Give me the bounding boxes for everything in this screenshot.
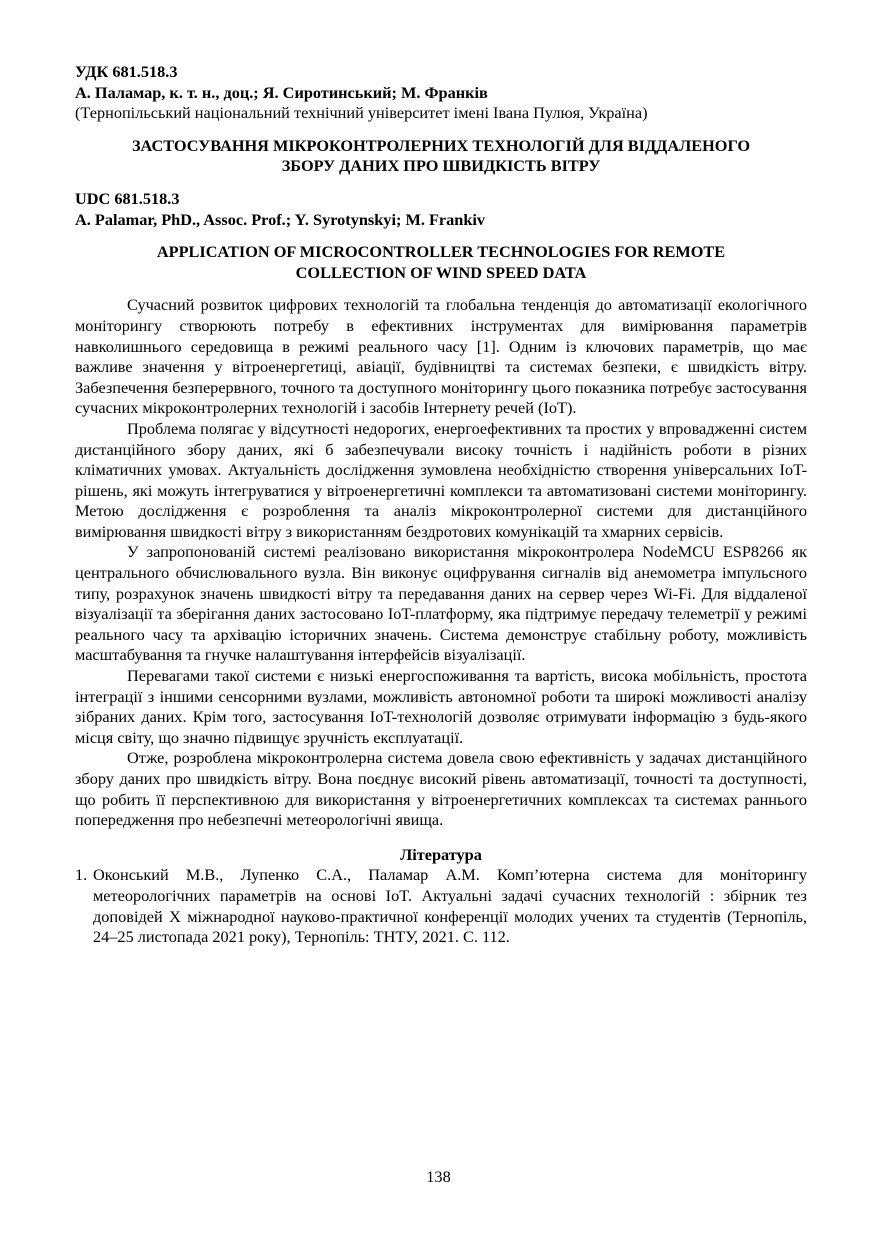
page-number: 138	[426, 1167, 451, 1186]
en-title	[75, 242, 807, 283]
reference-number: 1.	[75, 865, 88, 885]
reference-text: Оконський М.В., Лупенко С.А., Паламар А.М. Комп’ютерна система для моніторингу метеорологічних параметрів на основі IoT. Актуальні задачі сучасних технологій : збірник тез доповідей X міжнародної науково-практичної конференції молодих учених та студентів (Тернопіль, 24–25 листопада 2021 року), Тернопіль: ТНТУ, 2021. С. 112.	[93, 865, 807, 947]
document-page	[75, 62, 807, 948]
ua-udc: УДК 681.518.3	[75, 62, 178, 81]
reference-item	[75, 865, 807, 947]
abstract-body	[75, 295, 807, 830]
ua-title-line-2: ЗБОРУ ДАНИХ ПРО ШВИДКІСТЬ ВІТРУ	[281, 156, 601, 176]
ua-authors: А. Паламар, к. т. н., доц.; Я. Сиротинський; М. Франків	[75, 82, 488, 102]
en-udc: UDC 681.518.3	[75, 188, 180, 208]
en-authors: A. Palamar, PhD., Assoc. Prof.; Y. Syrotynskyi; M. Frankiv	[75, 209, 486, 229]
paragraph-2: Проблема полягає у відсутності недорогих, енергоефективних та простих у впровадженні систем дистанційного збору даних, які б забезпечували високу точність і надійність роботи в різних кліматичних умовах. Актуальність дослідження зумовлена необхідністю створення універсальних IoT-рішень, які можуть інтегруватися у вітроенергетичні комплекси та автоматизовані системи моніторингу. Метою дослідження є розроблення та аналіз мікроконтролерної системи для дистанційного вимірювання швидкості вітру з використанням бездротових комунікацій та хмарних сервісів.	[75, 418, 807, 541]
paragraph-3: У запропонованій системі реалізовано використання мікроконтролера NodeMCU ESP8266 як центрального обчислювального вузла. Він виконує оцифрування сигналів від анемометра імпульсного типу, розрахунок значень швидкості вітру та передавання даних на сервер через Wi-Fi. Для віддаленої візуалізації та зберігання даних застосовано IoT-платформу, яка підтримує передачу телеметрії у режимі реального часу та архівацію історичних значень. Система демонструє стабільну роботу, можливість масштабування та гнучке налаштування інтерфейсів візуалізації.	[75, 542, 807, 665]
en-title-line-2: COLLECTION OF WIND SPEED DATA	[295, 262, 587, 282]
en-title-line-1: APPLICATION OF MICROCONTROLLER TECHNOLOGIES FOR REMOTE	[156, 242, 726, 262]
ua-title-line-1: ЗАСТОСУВАННЯ МІКРОКОНТРОЛЕРНИХ ТЕХНОЛОГІЙ ДЛЯ ВІДДАЛЕНОГО	[131, 135, 751, 155]
ua-title	[75, 136, 807, 177]
paragraph-4: Перевагами такої системи є низькі енергоспоживання та вартість, висока мобільність, простота інтеграції з іншими сенсорними вузлами, можливість автономної роботи та широкі можливості аналізу зібраних даних. Крім того, застосування IoT-технологій дозволяє отримувати інформацію з будь-якого місця світу, що значно підвищує зручність експлуатації.	[75, 666, 807, 747]
paragraph-5: Отже, розроблена мікроконтролерна система довела свою ефективність у задачах дистанційного збору даних про швидкість вітру. Вона поєднує високий рівень автоматизації, точності та доступності, що робить її перспективною для використання у вітроенергетичних комплексах та системах раннього попередження про небезпечні метеорологічні явища.	[75, 748, 807, 830]
paragraph-1: Сучасний розвиток цифрових технологій та глобальна тенденція до автоматизації екологічного моніторингу створюють потребу в ефективних інструментах для вимірювання параметрів навколишнього середовища в режимі реального часу [1]. Одним із ключових параметрів, що має важливе значення у вітроенергетиці, авіації, будівництві та системах безпеки, є швидкість вітру. Забезпечення безперервного, точного та доступного моніторингу цього показника потребує застосування сучасних мікроконтролерних технологій і засобів Інтернету речей (IoT).	[75, 295, 807, 418]
ua-affiliation: (Тернопільський національний технічний університет імені Івана Пулюя, Україна)	[75, 103, 648, 123]
references-heading: Література	[400, 844, 482, 864]
